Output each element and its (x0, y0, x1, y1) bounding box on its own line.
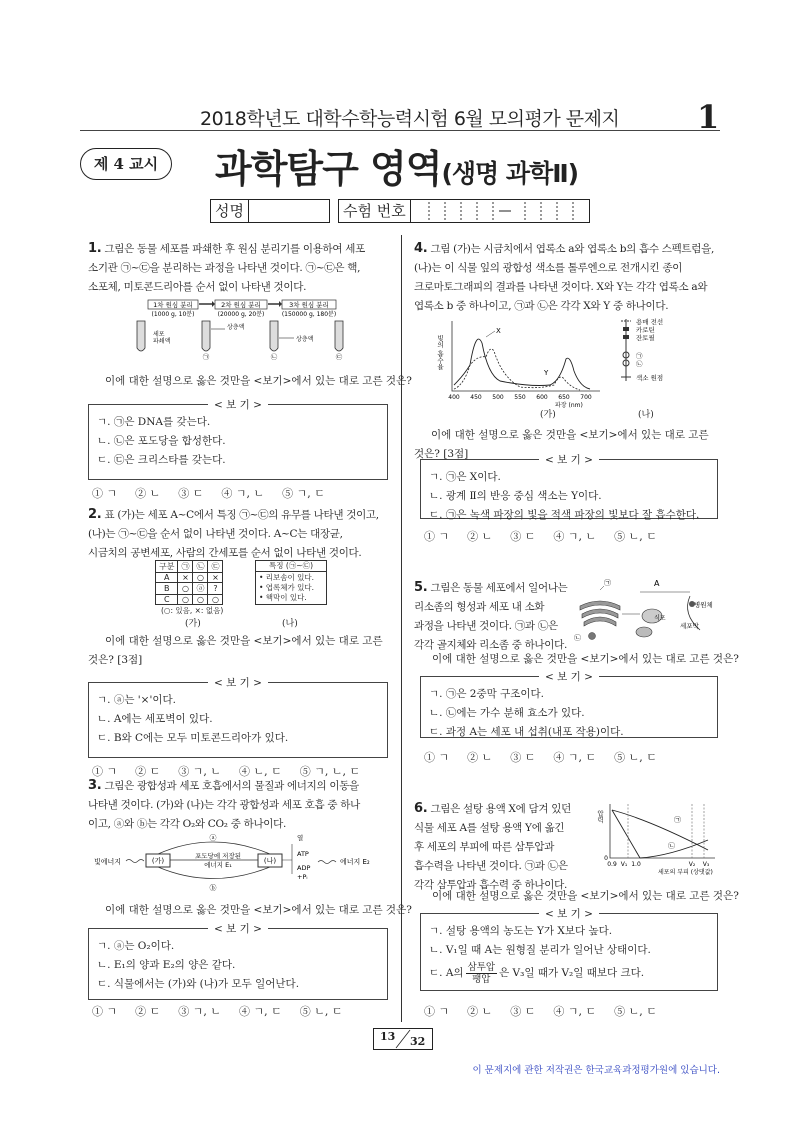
q2-na-item: • 핵막이 있다. (259, 593, 307, 602)
question-3-bogi (88, 923, 388, 1000)
pathogen-label: 병원체 (694, 601, 713, 609)
bogi-item: ㄴ. ㉡에는 가수 분해 효소가 있다. (429, 707, 585, 719)
bogi-item: ㄱ. ㉠은 2중막 구조이다. (429, 688, 545, 700)
choice-3[interactable]: ③ ㄷ (510, 1005, 536, 1018)
question-2-line: 시금치의 공변세포, 사람의 간세포를 순서 없이 나타낸 것이다. (88, 547, 362, 559)
bogi-item: ㄱ. ⓐ는 '×'이다. (97, 694, 176, 706)
spot-label: 용매 전선 (636, 318, 664, 326)
header-rule (80, 130, 720, 131)
name-field[interactable] (210, 199, 330, 223)
exam-title: 2018학년도 대학수학능력시험 6월 모의평가 문제지 (200, 108, 620, 130)
question-6-line: 후 세포의 부피에 따른 삼투압과 (414, 841, 555, 853)
question-6-line: 그림은 설탕 용액 X에 담겨 있던 (430, 803, 571, 815)
q4-spectrum-figure (436, 315, 710, 409)
question-5-choices (424, 749, 675, 765)
choice-2[interactable]: ② ㄴ (467, 530, 493, 543)
choice-5[interactable]: ⑤ ㄱ, ㄴ, ㄷ (299, 765, 361, 778)
choice-5[interactable]: ⑤ ㄱ, ㄷ (282, 487, 325, 500)
tick-label: 600 (536, 394, 548, 401)
q4-xlabel: 파장 (nm) (555, 402, 583, 409)
question-1-bogi (88, 399, 388, 480)
bogi-item: ㄴ. 광계 Ⅱ의 반응 중심 색소는 Y이다. (429, 490, 602, 502)
q2-caption-ga: (가) (185, 619, 201, 629)
question-4-bogi (420, 454, 718, 521)
question-6-line: 흡수력을 나타낸 것이다. ㉠과 ㉡은 (414, 860, 568, 872)
question-1-line: 그림은 동물 세포를 파쇄한 후 원심 분리기를 이용하여 세포 (104, 243, 365, 255)
page-number: 1 (697, 98, 720, 136)
frac-den: 팽압 (472, 974, 491, 985)
choice-4[interactable]: ④ ㄱ, ㄷ (239, 1005, 282, 1018)
question-3-line: 그림은 광합성과 세포 호흡에서의 물질과 에너지의 이동을 (104, 780, 359, 792)
mark-a: ㉠ (202, 353, 210, 361)
bogi-item: ㄴ. E₁의 양과 E₂의 양은 같다. (97, 959, 236, 971)
bogi-item: ㄷ. 식물에서는 (가)와 (나)가 모두 일어난다. (97, 978, 300, 990)
question-1-number: 1. (88, 241, 102, 256)
question-5-line: 각각 골지체와 리소좀 중 하나이다. (414, 639, 567, 651)
question-5-ask: 이에 대한 설명으로 옳은 것만을 <보기>에서 있는 대로 고른 것은? (432, 653, 739, 665)
question-1-line: 소기관 ㉠~㉢을 분리하는 과정을 나타낸 것이다. ㉠~㉢은 핵, (88, 262, 361, 274)
subject-main: 과학탐구 영역 (215, 147, 442, 191)
bogi-title: < 보 기 > (208, 399, 268, 411)
step-3-label: 3차 원심 분리 (289, 301, 329, 309)
step-2-cond: (20000 g, 20분) (217, 311, 265, 318)
mark-b: ⓑ (209, 884, 217, 892)
tick-label: V₂ (688, 861, 696, 868)
cell-label: 세포 (153, 331, 165, 338)
question-6-line: 식물 세포 A를 설탕 용액 Y에 옮긴 (414, 822, 565, 834)
q2-table-note: (○: 있음, ×: 없음) (161, 606, 224, 615)
bogi-title: < 보 기 > (208, 677, 268, 689)
tick-label: 0 (604, 855, 608, 862)
light-energy-label: 빛에너지 (94, 858, 122, 866)
choice-1[interactable]: ① ㄱ (92, 1005, 118, 1018)
supernatant-1-label: 상층액 (227, 324, 245, 331)
question-4-number: 4. (414, 241, 428, 256)
tick-label: 400 (448, 394, 460, 401)
question-3-choices (92, 1003, 361, 1019)
q4-caption-na: (나) (638, 410, 654, 420)
adp-label: ADP (297, 864, 311, 872)
bogi-item: ㄷ. 과정 A는 세포 내 섭취(내포 작용)이다. (429, 726, 624, 738)
step-3-cond: (150000 g, 180분) (281, 311, 337, 318)
spot-label: 색소 원점 (636, 374, 664, 382)
bogi-item: ㄴ. V₁일 때 A는 원형질 분리가 일어난 상태이다. (429, 944, 651, 956)
question-6-choices (424, 1003, 675, 1019)
mark-a: ⓐ (209, 834, 217, 842)
choice-1[interactable]: ① ㄱ (92, 765, 118, 778)
step-1-label: 1차 원심 분리 (153, 301, 193, 309)
question-5-line: 리소좀의 형성과 세포 내 소화 (414, 601, 545, 613)
question-6-line: 각각 삼투압과 흡수력 중 하나이다. (414, 879, 567, 891)
tube-4 (335, 321, 343, 351)
page-current: 13 (380, 1030, 396, 1043)
choice-5[interactable]: ⑤ ㄴ, ㄷ (614, 530, 657, 543)
q6-xlabel: 세포의 부피 (상댓값) (658, 869, 713, 876)
mark-b: ㉡ (574, 634, 581, 642)
membrane-label: 세포막 (680, 622, 699, 630)
choice-2[interactable]: ② ㄴ (467, 1005, 493, 1018)
choice-5[interactable]: ⑤ ㄴ, ㄷ (299, 1005, 343, 1018)
question-5 (414, 578, 579, 655)
question-4-line: 그림 (가)는 시금치에서 엽록소 a와 엽록소 b의 흡수 스펙트럼을, (430, 243, 714, 255)
curve-x (454, 339, 590, 389)
session-badge: 제 4 교시 (80, 148, 172, 180)
question-1-choices (92, 485, 343, 501)
q6-pressure-figure (596, 800, 720, 880)
tube-3 (270, 321, 278, 351)
question-1 (88, 239, 393, 297)
tick-label: 700 (580, 394, 592, 401)
page-total: 32 (410, 1035, 426, 1048)
bogi-item: ㄴ. ㉡은 포도당을 합성한다. (97, 435, 226, 447)
q2-na-header: 특징 (㉠~㉢) (256, 561, 326, 572)
choice-2[interactable]: ② ㄷ (135, 1005, 161, 1018)
question-2-line: (나)는 ㉠~㉢을 순서 없이 나타낸 것이다. A~C는 대장균, (88, 528, 343, 540)
choice-2[interactable]: ② ㄷ (135, 765, 161, 778)
q1-centrifuge-figure (130, 296, 360, 361)
spot-label: 카로틴 (636, 326, 655, 334)
pi-label: +Pᵢ (297, 873, 308, 881)
question-4-line: 엽록소 b 중 하나이고, ㉠과 ㉡은 각각 X와 Y 중 하나이다. (414, 300, 669, 312)
question-5-line: 그림은 동물 세포에서 일어나는 (430, 582, 568, 594)
box-ga-label: (가) (151, 857, 165, 865)
choice-4[interactable]: ④ ㄱ, ㄷ (553, 751, 597, 764)
name-label: 성명 (211, 200, 249, 222)
question-2-line: 표 (가)는 세포 A~C에서 특징 ㉠~㉢의 유무를 나타낸 것이고, (104, 509, 379, 521)
q2-na-item: • 엽록체가 있다. (259, 583, 315, 592)
choice-5[interactable]: ⑤ ㄴ, ㄷ (614, 1005, 657, 1018)
question-3-ask: 이에 대한 설명으로 옳은 것만을 <보기>에서 있는 대로 고른 것은? (105, 904, 412, 916)
question-3-line: 이고, ⓐ와 ⓑ는 각각 O₂와 CO₂ 중 하나이다. (88, 818, 287, 830)
frac-num: 삼투압 (467, 962, 496, 973)
bogi-item: ㄷ. ㉢은 크리스타를 갖는다. (97, 454, 226, 466)
bogi-item: ㄷ. ㉠은 녹색 파장의 빛을 적색 파장의 빛보다 잘 흡수한다. (429, 509, 700, 521)
glucose-energy-label: 에너지 E₁ (204, 861, 232, 869)
tube-2 (202, 321, 210, 351)
question-3-number: 3. (88, 778, 102, 793)
choice-4[interactable]: ④ ㄱ, ㄴ (553, 530, 597, 543)
lysate-label: 파쇄액 (153, 338, 171, 345)
bogi-item-fraction: ㄷ. A의 삼투압 팽압 은 V₃일 때가 V₂일 때보다 크다. (429, 962, 645, 985)
q2-na-item: • 리보솜이 있다. (259, 573, 315, 582)
label-x: X (496, 327, 501, 335)
mark-a: ㉠ (604, 579, 611, 587)
bogi-title: < 보 기 > (539, 908, 599, 920)
supernatant-2-label: 상층액 (296, 336, 314, 343)
heat-label: 열 (297, 834, 304, 842)
page-counter (373, 1028, 433, 1050)
choice-4[interactable]: ④ ㄱ, ㄷ (553, 1005, 597, 1018)
question-2-bogi (88, 677, 388, 758)
choice-2[interactable]: ② ㄴ (467, 751, 493, 764)
box-na-label: (나) (263, 857, 277, 865)
choice-5[interactable]: ⑤ ㄴ, ㄷ (614, 751, 657, 764)
question-4-ask: 이에 대한 설명으로 옳은 것만을 <보기>에서 있는 대로 고른 것은? [3점] (414, 429, 709, 460)
q4-caption-ga: (가) (540, 410, 556, 420)
tick-label: 450 (470, 394, 482, 401)
mark-b: ㉡ (270, 353, 278, 361)
bogi-item: ㄱ. ㉠은 DNA를 갖는다. (97, 416, 211, 428)
mark-c: ㉢ (335, 353, 343, 361)
bogi-item: ㄴ. A에는 세포벽이 있다. (97, 713, 213, 725)
q2-table-ga: 구분 ㉠ ㉡ ㉢ A × ○ × B ○ ⓐ ? C ○ ○ ○ (○: 있음, ×: 없음) (155, 560, 223, 616)
exam-number-cells (413, 200, 588, 222)
question-2-number: 2. (88, 507, 102, 522)
question-6 (414, 799, 599, 895)
choice-3[interactable]: ③ ㄱ, ㄴ (178, 765, 221, 778)
bogi-title: < 보 기 > (539, 671, 599, 683)
choice-1[interactable]: ① ㄱ (424, 751, 450, 764)
bogi-item: ㄱ. 설탕 용액의 농도는 Y가 X보다 높다. (429, 925, 613, 937)
tube-1 (137, 321, 145, 351)
spot-label: ㉠ (636, 352, 643, 360)
label-y: Y (544, 369, 549, 377)
tick-label: 550 (514, 394, 526, 401)
choice-4[interactable]: ④ ㄱ, ㄴ (221, 487, 265, 500)
q5-lysosome-figure (570, 574, 720, 644)
subject-title (215, 138, 578, 193)
energy-e2-label: 에너지 E₂ (340, 858, 370, 866)
q4-ylabel: 빛의 흡수율 (436, 335, 444, 370)
choice-1[interactable]: ① ㄱ (92, 487, 118, 500)
step-2-label: 2차 원심 분리 (221, 301, 261, 309)
atp-label: ATP (297, 850, 309, 858)
q6-ylabel: 압력 (596, 810, 604, 823)
choice-4[interactable]: ④ ㄴ, ㄷ (239, 765, 282, 778)
q3-energy-figure (92, 832, 392, 894)
glucose-label: 포도당에 저장된 (194, 852, 242, 860)
tick-label: V₁ (620, 861, 628, 868)
process-a-label: A (654, 579, 660, 588)
exam-number-label: 수험 번호 (339, 200, 411, 222)
question-4-choices (424, 528, 675, 544)
question-3 (88, 776, 393, 834)
question-5-line: 과정을 나타낸 것이다. ㉠과 ㉡은 (414, 620, 558, 632)
curve-a (612, 810, 708, 850)
bogi-title: < 보 기 > (539, 454, 599, 466)
choice-1[interactable]: ① ㄱ (424, 1005, 450, 1018)
question-3-line: 나타낸 것이다. (가)와 (나)는 각각 광합성과 세포 호흡 중 하나 (88, 799, 360, 811)
question-5-bogi (420, 671, 718, 738)
question-5-number: 5. (414, 580, 428, 595)
question-6-ask: 이에 대한 설명으로 옳은 것만을 <보기>에서 있는 대로 고른 것은? (432, 890, 739, 902)
question-4-line: (나)는 이 식물 잎의 광합성 색소를 톨루엔으로 전개시킨 종이 (414, 262, 683, 274)
vacuole-label: 식포 (654, 615, 666, 622)
question-6-bogi (420, 908, 718, 991)
choice-3[interactable]: ③ ㄷ (510, 530, 536, 543)
choice-3[interactable]: ③ ㄷ (510, 751, 536, 764)
question-4-line: 크로마토그래피의 결과를 나타낸 것이다. X와 Y는 각각 엽록소 a와 (414, 281, 708, 293)
exam-number-field[interactable] (338, 199, 590, 223)
tick-label: 0.9 (607, 861, 617, 868)
golgi-shape (580, 601, 620, 626)
bogi-item: ㄱ. ⓐ는 O₂이다. (97, 940, 175, 952)
question-1-line: 소포체, 미토콘드리아를 순서 없이 나타낸 것이다. (88, 281, 307, 293)
question-2 (88, 505, 393, 563)
question-2-ask: 이에 대한 설명으로 옳은 것만을 <보기>에서 있는 대로 고른 것은? [3점] (88, 635, 383, 666)
tick-label: 1.0 (631, 861, 641, 868)
q2-caption-na: (나) (282, 619, 298, 629)
subject-sub: (생명 과학Ⅱ) (441, 159, 579, 188)
choice-3[interactable]: ③ ㄷ (178, 487, 204, 500)
choice-2[interactable]: ② ㄴ (135, 487, 161, 500)
question-1-ask: 이에 대한 설명으로 옳은 것만을 <보기>에서 있는 대로 고른 것은? (105, 375, 412, 387)
choice-3[interactable]: ③ ㄱ, ㄴ (178, 1005, 221, 1018)
spot-label: 잔토필 (636, 334, 655, 342)
tick-label: V₃ (702, 861, 710, 868)
bogi-item: ㄱ. ㉠은 X이다. (429, 471, 501, 483)
choice-1[interactable]: ① ㄱ (424, 530, 450, 543)
copyright-notice: 이 문제지에 관한 저작권은 한국교육과정평가원에 있습니다. (472, 1065, 720, 1076)
bogi-item: ㄷ. B와 C에는 모두 미토콘드리아가 있다. (97, 732, 289, 744)
tick-label: 650 (558, 394, 570, 401)
question-6-number: 6. (414, 801, 428, 816)
curve-a-label: ㉠ (674, 816, 681, 824)
curve-b-label: ㉡ (668, 842, 675, 850)
question-4 (414, 239, 724, 316)
bogi-title: < 보 기 > (208, 923, 268, 935)
spot-label: ㉡ (636, 360, 643, 368)
tick-label: 500 (492, 394, 504, 401)
step-1-cond: (1000 g, 10분) (151, 311, 195, 318)
q2-table-na (255, 560, 327, 605)
